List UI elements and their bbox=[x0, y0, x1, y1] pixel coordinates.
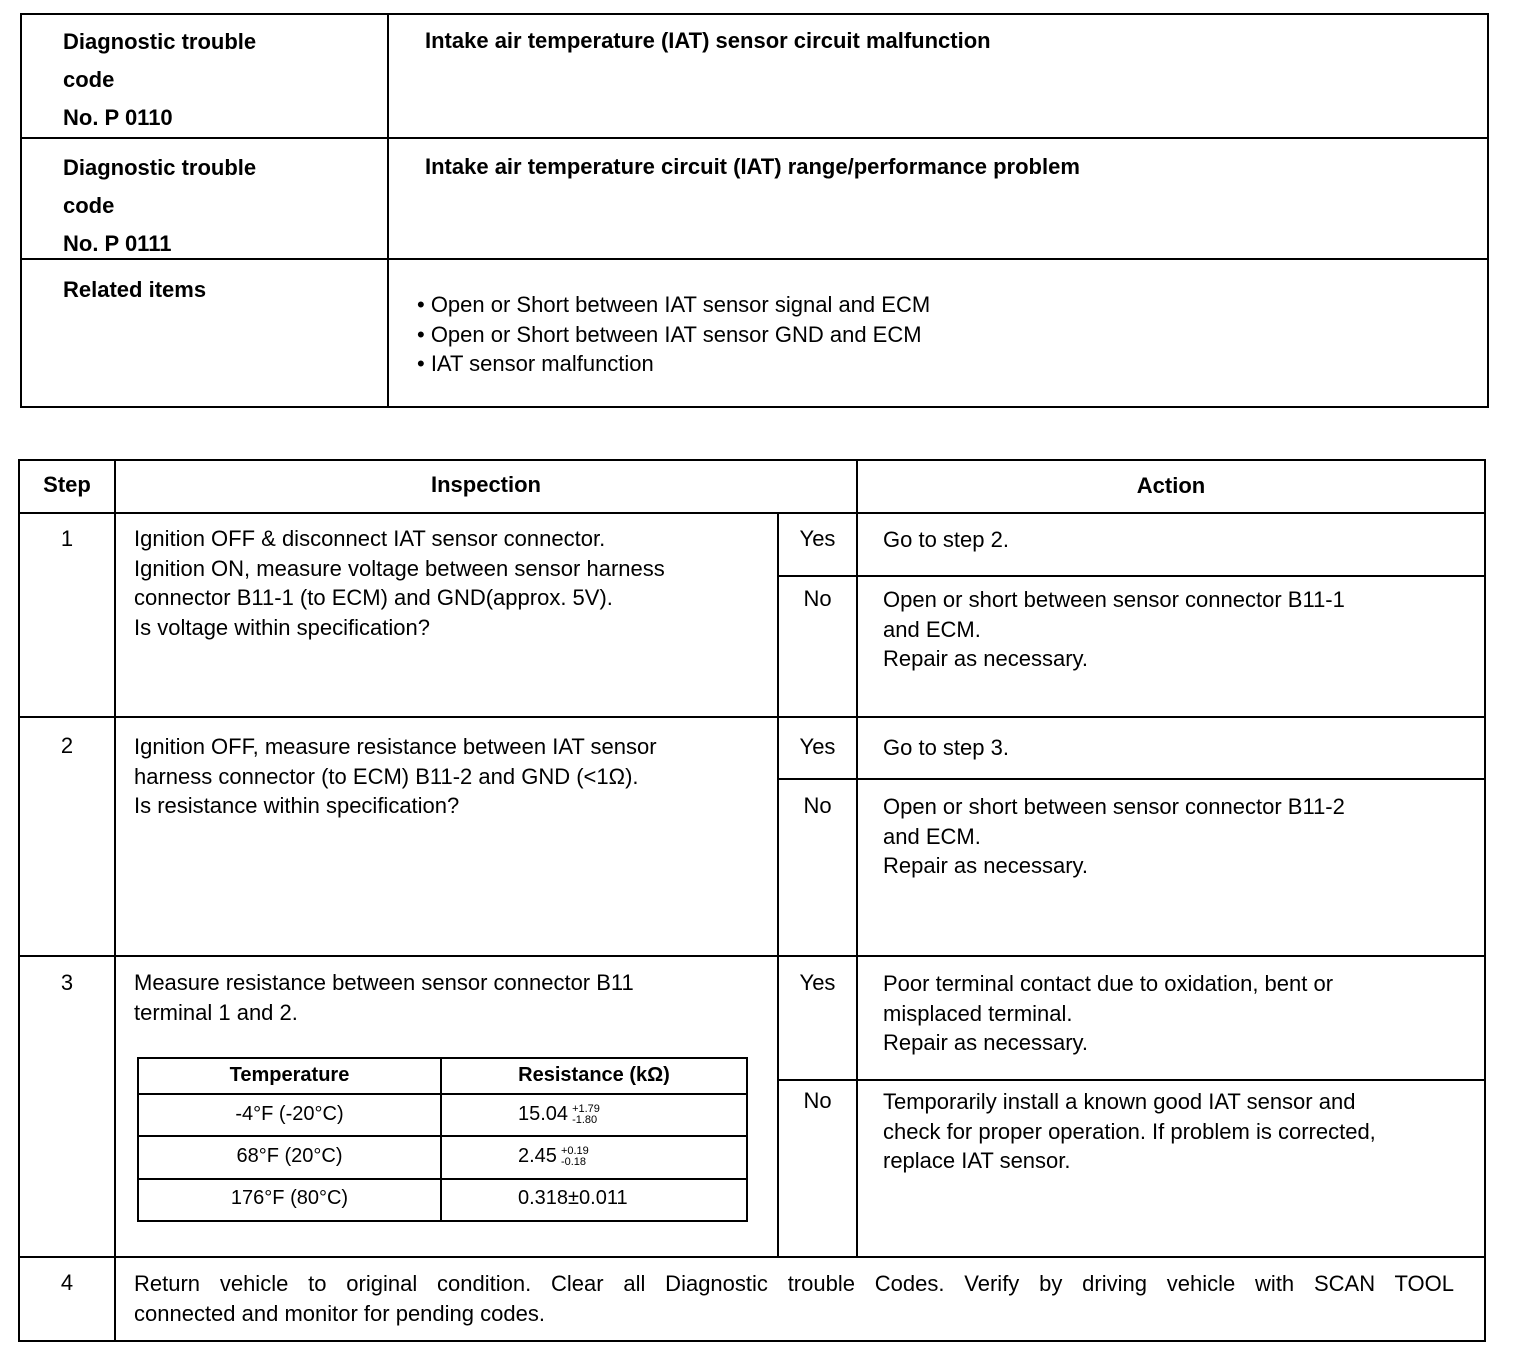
rt-border-top bbox=[137, 1057, 748, 1059]
step1-yes-action: Go to step 2. bbox=[883, 527, 1009, 552]
step2-yes-label: Yes bbox=[799, 734, 836, 759]
rt-temperature: 176°F (80°C) bbox=[230, 1187, 349, 1209]
header-step: Step bbox=[43, 472, 91, 497]
rt-header-temperature: Temperature bbox=[229, 1064, 350, 1086]
step2-yes-no-divider bbox=[777, 778, 1486, 780]
step2-no-action: Open or short between sensor connector B11-2 and ECM. Repair as necessary. bbox=[883, 794, 1345, 879]
step3-no-action: Temporarily install a known good IAT sensor and check for proper operation. If problem is corrected, replace IAT sensor. bbox=[883, 1089, 1376, 1174]
rt-header-resistance: Resistance (kΩ) bbox=[518, 1064, 670, 1086]
step2-inspection: Ignition OFF, measure resistance between IAT sensor harness connector (to ECM) B11-2 and GND (<1Ω). Is resistance within specification? bbox=[134, 734, 657, 819]
dtc-border-left bbox=[20, 13, 22, 408]
steps-header-divider bbox=[18, 512, 1486, 514]
steps-border-top bbox=[18, 459, 1486, 461]
rt-temperature: -4°F (-20°C) bbox=[235, 1103, 344, 1125]
step1-no-label: No bbox=[803, 586, 832, 611]
step-divider-1 bbox=[18, 716, 1486, 718]
step-number-4: 4 bbox=[60, 1270, 74, 1295]
dtc-code-label-p0111: Diagnostic trouble code No. P 0111 bbox=[63, 155, 257, 256]
rt-row-divider-1 bbox=[137, 1135, 748, 1137]
step3-inspection: Measure resistance between sensor connector B11 terminal 1 and 2. bbox=[134, 970, 634, 1025]
dtc-border-top bbox=[20, 13, 1489, 15]
rt-header-divider bbox=[137, 1093, 748, 1095]
yes-no-column-divider bbox=[777, 512, 779, 1258]
rt-row-divider-2 bbox=[137, 1178, 748, 1180]
dtc-description-p0111: Intake air temperature circuit (IAT) range/performance problem bbox=[425, 154, 1080, 179]
step1-yes-label: Yes bbox=[799, 526, 836, 551]
step2-no-label: No bbox=[803, 793, 832, 818]
step1-yes-no-divider bbox=[777, 575, 1486, 577]
step1-inspection: Ignition OFF & disconnect IAT sensor connector. Ignition ON, measure voltage between sensor harness connector B11-1 (to ECM) and GND(approx. 5V). Is voltage within specification? bbox=[134, 526, 665, 640]
step-number-2: 2 bbox=[60, 733, 74, 758]
related-items-list bbox=[417, 290, 930, 379]
dtc-code-label-p0110: Diagnostic trouble code No. P 0110 bbox=[63, 29, 257, 130]
dtc-divider-1 bbox=[20, 137, 1489, 139]
dtc-description-p0110: Intake air temperature (IAT) sensor circuit malfunction bbox=[425, 28, 991, 53]
step-divider-3 bbox=[18, 1256, 1486, 1258]
step3-yes-label: Yes bbox=[799, 970, 836, 995]
rt-resistance: 0.318±0.011 bbox=[518, 1187, 628, 1209]
action-column-divider bbox=[856, 459, 858, 1258]
step2-yes-action: Go to step 3. bbox=[883, 735, 1009, 760]
header-inspection: Inspection bbox=[430, 472, 541, 497]
rt-temperature: 68°F (20°C) bbox=[236, 1145, 343, 1167]
header-action: Action bbox=[1136, 473, 1206, 498]
step3-yes-action: Poor terminal contact due to oxidation, bent or misplaced terminal. Repair as necessary. bbox=[883, 971, 1334, 1056]
related-item: • Open or Short between IAT sensor GND and ECM bbox=[417, 321, 922, 347]
step1-no-action: Open or short between sensor connector B11-1 and ECM. Repair as necessary. bbox=[883, 587, 1345, 672]
steps-border-bottom bbox=[18, 1340, 1486, 1342]
step4-inspection: Return vehicle to original condition. Clear all Diagnostic trouble Codes. Verify by driving vehicle with SCAN TOOL connected and monitor for pending codes. bbox=[134, 1271, 1454, 1326]
step-number-1: 1 bbox=[60, 526, 74, 551]
related-item: • Open or Short between IAT sensor signal and ECM bbox=[417, 292, 931, 317]
related-item: • IAT sensor malfunction bbox=[417, 351, 654, 377]
related-items-label: Related items bbox=[63, 277, 207, 302]
rt-border-right bbox=[746, 1057, 748, 1222]
dtc-border-right bbox=[1487, 13, 1489, 408]
dtc-border-bottom bbox=[20, 406, 1489, 408]
step-number-3: 3 bbox=[60, 970, 74, 995]
step3-yes-no-divider bbox=[777, 1079, 1486, 1081]
step-column-divider bbox=[114, 459, 116, 1342]
steps-border-right bbox=[1484, 459, 1486, 1342]
step-divider-2 bbox=[18, 955, 1486, 957]
dtc-column-divider bbox=[387, 13, 389, 408]
rt-resistance: 2.45 +0.19 -0.18 bbox=[518, 1144, 589, 1168]
rt-resistance: 15.04 +1.79 -1.80 bbox=[518, 1102, 600, 1126]
steps-border-left bbox=[18, 459, 20, 1342]
rt-border-bottom bbox=[137, 1220, 748, 1222]
step3-no-label: No bbox=[803, 1088, 832, 1113]
